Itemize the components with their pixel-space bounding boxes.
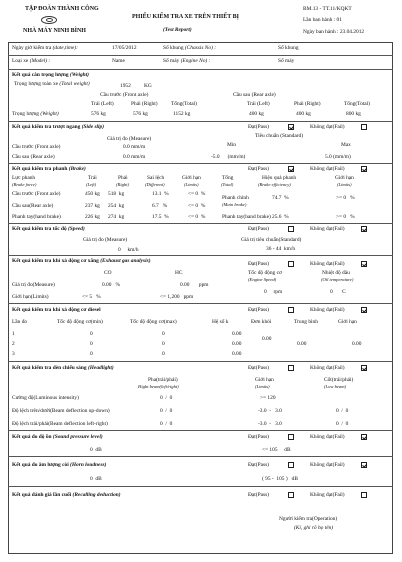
report-frame (8, 42, 393, 554)
final-pass-checkbox[interactable] (288, 492, 294, 498)
hand-brake-label-2: Phanh tay(hand brake) (222, 214, 271, 220)
diesel-row-2-run: 2 (12, 341, 15, 347)
company-name: TẬP ĐOÀN THÀNH CÔNG (25, 6, 99, 12)
brake-front-limit: <= 0 % (188, 191, 206, 197)
plant-name: NHÀ MÁY NINH BÌNH (23, 28, 86, 34)
sound-pass-checkbox[interactable] (288, 434, 294, 440)
speed-measure-value: 0 km/h (118, 247, 139, 253)
oil-temp-value: 0 C (330, 289, 346, 295)
fail-label: Không đạt(Fail) (310, 166, 345, 172)
min-label: Min (227, 142, 236, 148)
diesel-limit-value: 0.00 (352, 341, 362, 347)
co-limit: <= 5 % (82, 294, 101, 300)
diesel-row-3-k: 0.00 (232, 351, 242, 357)
rear-axle-label: Cầu sau (Rear axle) (233, 92, 276, 98)
horn-limit: ( 95 - 105 ) dB (262, 476, 298, 482)
main-brake-label: Phanh chính (222, 195, 249, 201)
brake-fail-checkbox[interactable] (361, 166, 367, 172)
sound-section-title: Kết quả đo độ ồn (Sound pressure level) (12, 434, 103, 440)
leftright-label: Độ lệch trái/phải(Beam deflection left-right) (12, 421, 108, 427)
diesel-row-1-run: 1 (12, 331, 15, 337)
engine-speed-value: 0 rpm (264, 289, 283, 295)
sound-fail-checkbox[interactable] (361, 434, 367, 440)
weight-col-total: Tổng(Total) (171, 101, 197, 107)
diesel-col-run: Lần đo (12, 319, 28, 325)
hc-limit: <= 1,200 ppm (160, 294, 194, 300)
weight-col-right: Phải (Right) (131, 101, 158, 107)
pass-label: Đạt(Pass) (248, 124, 269, 130)
slip-min-value: -5.0 (mm/m) (211, 154, 246, 160)
standard-label: Tiêu chuẩn (Standard) (255, 133, 304, 139)
diesel-col-limit: Giới hạn (338, 319, 357, 325)
brake-rear-label: Cầu sau(Rear axle) (12, 203, 54, 209)
headlight-fail-checkbox[interactable] (361, 365, 367, 371)
divider (8, 163, 393, 164)
updown-low-value: 0 / 0 (336, 408, 349, 414)
brake-col-limit: Giới hạn (335, 175, 354, 181)
side-slip-pass-checkbox[interactable] (288, 124, 294, 130)
final-section-title: Kết quả đánh giá lần cuối (Recalling deduction) (12, 492, 121, 498)
headlight-limits-label-en: (Limits) (255, 384, 270, 389)
co-value: 0.00 % (102, 282, 120, 288)
side-slip-section-title: Kết quả kiểm tra trượt ngang (Side slip) (12, 124, 105, 130)
fail-label: Không đạt(Fail) (310, 261, 345, 267)
pass-label: Đạt(Pass) (248, 434, 269, 440)
divider (8, 255, 393, 256)
exhaust-section-title: Kết quả kiểm tra khí xả động cơ xăng (Exhaust gas analysis) (12, 258, 151, 264)
brake-col-total-en: (Total) (221, 182, 234, 187)
divider (8, 430, 393, 431)
brake-front-left: 450 kg (85, 191, 100, 197)
intensity-value: 0 / 0 (160, 395, 173, 401)
sound-value: 0 dB (90, 447, 102, 453)
speed-section-title: Kết quả kiểm tra tốc độ (Speed) (12, 226, 85, 232)
hand-brake-eff-limit: >= 0 % (336, 214, 355, 220)
diesel-row-2-rpm-min: 0 (90, 341, 93, 347)
horn-pass-checkbox[interactable] (288, 462, 294, 468)
horn-value: 0 dB (90, 476, 102, 482)
high-beam-label: Pha(trái/phải) (148, 377, 178, 383)
total-weight-label: Trọng lượng toàn xe (Total weight) (14, 81, 90, 87)
brake-rear-diff: 6.7 % (152, 203, 168, 209)
brake-front-label: Cầu trước (Front axle) (12, 191, 61, 197)
divider (8, 303, 393, 304)
brake-front-diff: 13.1 % (152, 191, 169, 197)
brake-col-left: Trái (88, 175, 97, 181)
updown-label: Độ lệch trên/dưới(Beam deflection up-down) (12, 408, 110, 414)
speed-pass-checkbox[interactable] (288, 226, 294, 232)
updown-limit: -3.0 - 3.0 (258, 408, 282, 414)
brake-rear-left: 237 kg (85, 203, 100, 209)
hand-brake-label: Phanh tay(hand brake) (12, 214, 61, 220)
intensity-limit: >= 120 (260, 395, 276, 401)
brake-col-force-en: (Brake force) (12, 182, 37, 187)
leftright-low-value: 0 / 0 (336, 421, 349, 427)
hc-value: 0.00 ppm (180, 282, 209, 288)
measure-label: Giá trị đo (Measure) (107, 136, 152, 142)
fail-label: Không đạt(Fail) (310, 492, 345, 498)
diesel-row-2-rpm-max: 0 (162, 341, 165, 347)
brake-col-limit-en: (Limits) (337, 182, 352, 187)
hand-brake-limit: <= 0 % (188, 214, 206, 220)
divider (8, 223, 393, 224)
diesel-row-3-rpm-min: 0 (90, 351, 93, 357)
pass-label: Đạt(Pass) (248, 492, 269, 498)
diesel-row-1-rpm-max: 0 (162, 331, 165, 337)
speed-measure-label: Giá trị đo (Measure) (83, 237, 128, 243)
operator-label: Người kiểm tra(Operation) (279, 516, 338, 522)
side-slip-fail-checkbox[interactable] (361, 124, 367, 130)
exhaust-pass-checkbox[interactable] (288, 261, 294, 267)
divider (8, 361, 393, 362)
brake-section-title: Kết quả kiểm tra phanh (Brake) (12, 166, 86, 172)
diesel-fail-checkbox[interactable] (361, 307, 367, 313)
speed-standard-value: 36 - 44 km/h (266, 246, 296, 252)
brake-rear-limit: <= 0 % (188, 203, 206, 209)
speed-standard-label: Giá trị tiêu chuẩn(Standard) (241, 237, 302, 243)
hand-brake-right: 274 kg (108, 214, 125, 220)
diesel-average-value: 0.00 (297, 341, 307, 347)
doc-issued-date: Ngày ban hành : 23.04.2012 (303, 29, 365, 35)
low-beam-label: Cốt(trái/phải) (324, 377, 354, 383)
main-brake-efficiency: 74.7 % (272, 195, 289, 201)
brake-col-force: Lực phanh (12, 175, 36, 181)
headlight-limits-label: Giới hạn (255, 377, 274, 383)
weight-row-label: Trọng lượng (Weight) (12, 111, 59, 117)
model-label: Loại xe (Model) : (12, 58, 51, 64)
rear-axle-label: Cầu sau (Rear axle) (12, 154, 55, 160)
updown-high-value: 0 / 0 (160, 408, 173, 414)
engine-speed-label-en: (Engine Speed) (248, 277, 277, 282)
diesel-pass-checkbox[interactable] (288, 307, 294, 313)
weight-col-left: Trái (Left) (91, 101, 114, 107)
horn-fail-checkbox[interactable] (361, 462, 367, 468)
front-axle-label: Cầu trước (Front axle) (12, 144, 61, 150)
brake-pass-checkbox[interactable] (288, 166, 294, 172)
rear-slip-value: 0.0 mm/m (123, 154, 146, 160)
fail-label: Không đạt(Fail) (310, 307, 345, 313)
hand-brake-left: 226 kg (85, 214, 100, 220)
brake-col-diff: Sai lệch (147, 175, 165, 181)
brake-col-right: Phải (118, 175, 128, 181)
main-brake-limit: >= 0 % (336, 195, 355, 201)
intensity-label: Cường độ(Luminous intensity) (12, 395, 79, 401)
total-weight-value: 1952 (120, 83, 131, 89)
fail-label: Không đạt(Fail) (310, 226, 345, 232)
brake-rear-right: 254 kg (108, 203, 125, 209)
diesel-row-1-rpm-min: 0 (90, 331, 93, 337)
diesel-smoke-value: 0.00 (262, 336, 272, 342)
total-weight-unit: KG (144, 83, 152, 89)
brake-col-diff-en: (Different) (145, 182, 165, 187)
front-right-weight: 576 kg (133, 111, 148, 117)
oil-temp-label-en: (Oil temperature) (321, 277, 354, 282)
oil-temp-label: Nhiệt độ dầu (322, 270, 350, 276)
hand-brake-efficiency: 25.6 % (272, 214, 289, 220)
front-total-weight: 1152 kg (173, 111, 191, 117)
report-title: PHIẾU KIỂM TRA XE TRÊN THIẾT BỊ (132, 14, 239, 20)
report-subtitle: (Test Report) (163, 27, 192, 33)
diesel-col-rpm-max: Tốc độ động cơ(max) (130, 319, 177, 325)
low-beam-label-en: (Low beam) (324, 384, 347, 389)
brake-col-limit-en: (Limits) (184, 182, 199, 187)
fail-label: Không đạt(Fail) (310, 365, 345, 371)
sound-limit: <= 105 dB (262, 447, 291, 453)
brake-col-limit: Giới hạn (182, 175, 201, 181)
doc-code: BM.13 - TT.11/KQKT (303, 6, 352, 12)
weight-section-title: Kết quả cân trọng lượng (Weight) (12, 72, 89, 78)
diesel-col-k: Hệ số k (212, 319, 229, 325)
diesel-row-2-k: 0.00 (232, 341, 242, 347)
headlight-section-title: Kết quả kiểm tra đèn chiếu sáng (Headlight) (12, 365, 114, 371)
pass-label: Đạt(Pass) (248, 307, 269, 313)
hc-label: HC (175, 270, 183, 276)
divider (8, 69, 393, 70)
final-fail-checkbox[interactable] (361, 492, 367, 498)
chassis-value: Số khung (278, 45, 299, 51)
diesel-row-3-run: 3 (12, 351, 15, 357)
front-left-weight: 576 kg (91, 111, 106, 117)
engine-value: Số máy (278, 58, 295, 64)
front-axle-label: Cầu trước (Front axle) (100, 92, 149, 98)
date-label: Ngày giờ kiểm tra (date,time): (12, 45, 78, 51)
max-label: Max (341, 142, 351, 148)
model-value: Name (112, 58, 125, 64)
rear-total-weight: 800 kg (346, 111, 361, 117)
slip-max-value: 5.0 (mm/m) (325, 154, 351, 160)
speed-fail-checkbox[interactable] (361, 226, 367, 232)
doc-revision: Lần ban hành : 01 (303, 17, 342, 23)
weight-col-right: Phải (Right) (294, 101, 321, 107)
hand-brake-diff: 17.5 % (152, 214, 169, 220)
divider (8, 55, 393, 56)
fail-label: Không đạt(Fail) (310, 462, 345, 468)
weight-col-left: Trái (Left) (247, 101, 270, 107)
operator-sign-hint: (Kí, ghi rõ họ tên) (294, 525, 334, 531)
diesel-row-3-rpm-max: 0 (162, 351, 165, 357)
weight-col-total: Tổng(Total) (344, 101, 370, 107)
brake-col-right-en: (Right) (116, 182, 130, 187)
front-slip-value: 0.0 mm/m (123, 144, 146, 150)
pass-label: Đạt(Pass) (248, 365, 269, 371)
engine-speed-label: Tốc độ động cơ (248, 270, 282, 276)
main-brake-label-en: (Main brake) (222, 202, 247, 207)
pass-label: Đạt(Pass) (248, 462, 269, 468)
divider (8, 486, 393, 487)
fail-label: Không đạt(Fail) (310, 124, 345, 130)
brake-col-left-en: (Left) (86, 182, 97, 187)
diesel-row-1-k: 0.00 (232, 331, 242, 337)
company-logo-icon (41, 16, 57, 24)
diesel-col-rpm-min: Tốc độ động cơ(min) (57, 319, 103, 325)
divider (8, 121, 393, 122)
leftright-high-value: 0 / 0 (160, 421, 173, 427)
horn-section-title: Kết quả đo âm lượng còi (Horn loudness) (12, 462, 107, 468)
engine-label: Số máy (Engine No) : (163, 58, 211, 64)
leftright-limit: -3.0 - 3.0 (258, 421, 282, 427)
rear-right-weight: 400 kg (296, 111, 311, 117)
brake-col-efficiency: Hiệu quả phanh (262, 175, 297, 181)
divider (8, 456, 393, 457)
pass-label: Đạt(Pass) (248, 261, 269, 267)
co-label: CO (104, 270, 112, 276)
pass-label: Đạt(Pass) (248, 166, 269, 172)
high-beam-label-en: Hight beam(left/right) (138, 384, 179, 389)
exhaust-fail-checkbox[interactable] (361, 261, 367, 267)
rear-left-weight: 400 kg (249, 111, 264, 117)
brake-front-right: 518 kg (108, 191, 125, 197)
headlight-pass-checkbox[interactable] (288, 365, 294, 371)
exhaust-measure-label: Giá trị đo(Measure) (12, 282, 55, 288)
pass-label: Đạt(Pass) (248, 226, 269, 232)
exhaust-limits-label: Giới hạn(Limits) (12, 294, 49, 300)
chassis-label: Số khung (Chassis No) : (163, 45, 217, 51)
diesel-col-smoke: Đơn khói (251, 319, 272, 325)
date-value: 17/05/2012 (112, 45, 137, 51)
diesel-section-title: Kết quả kiểm tra khí xả động cơ diesel (12, 307, 101, 313)
fail-label: Không đạt(Fail) (310, 434, 345, 440)
diesel-col-average: Trung bình (294, 319, 318, 325)
brake-col-total: Tổng (222, 175, 234, 181)
brake-col-efficiency-en: (Brake efficiency) (258, 182, 291, 187)
